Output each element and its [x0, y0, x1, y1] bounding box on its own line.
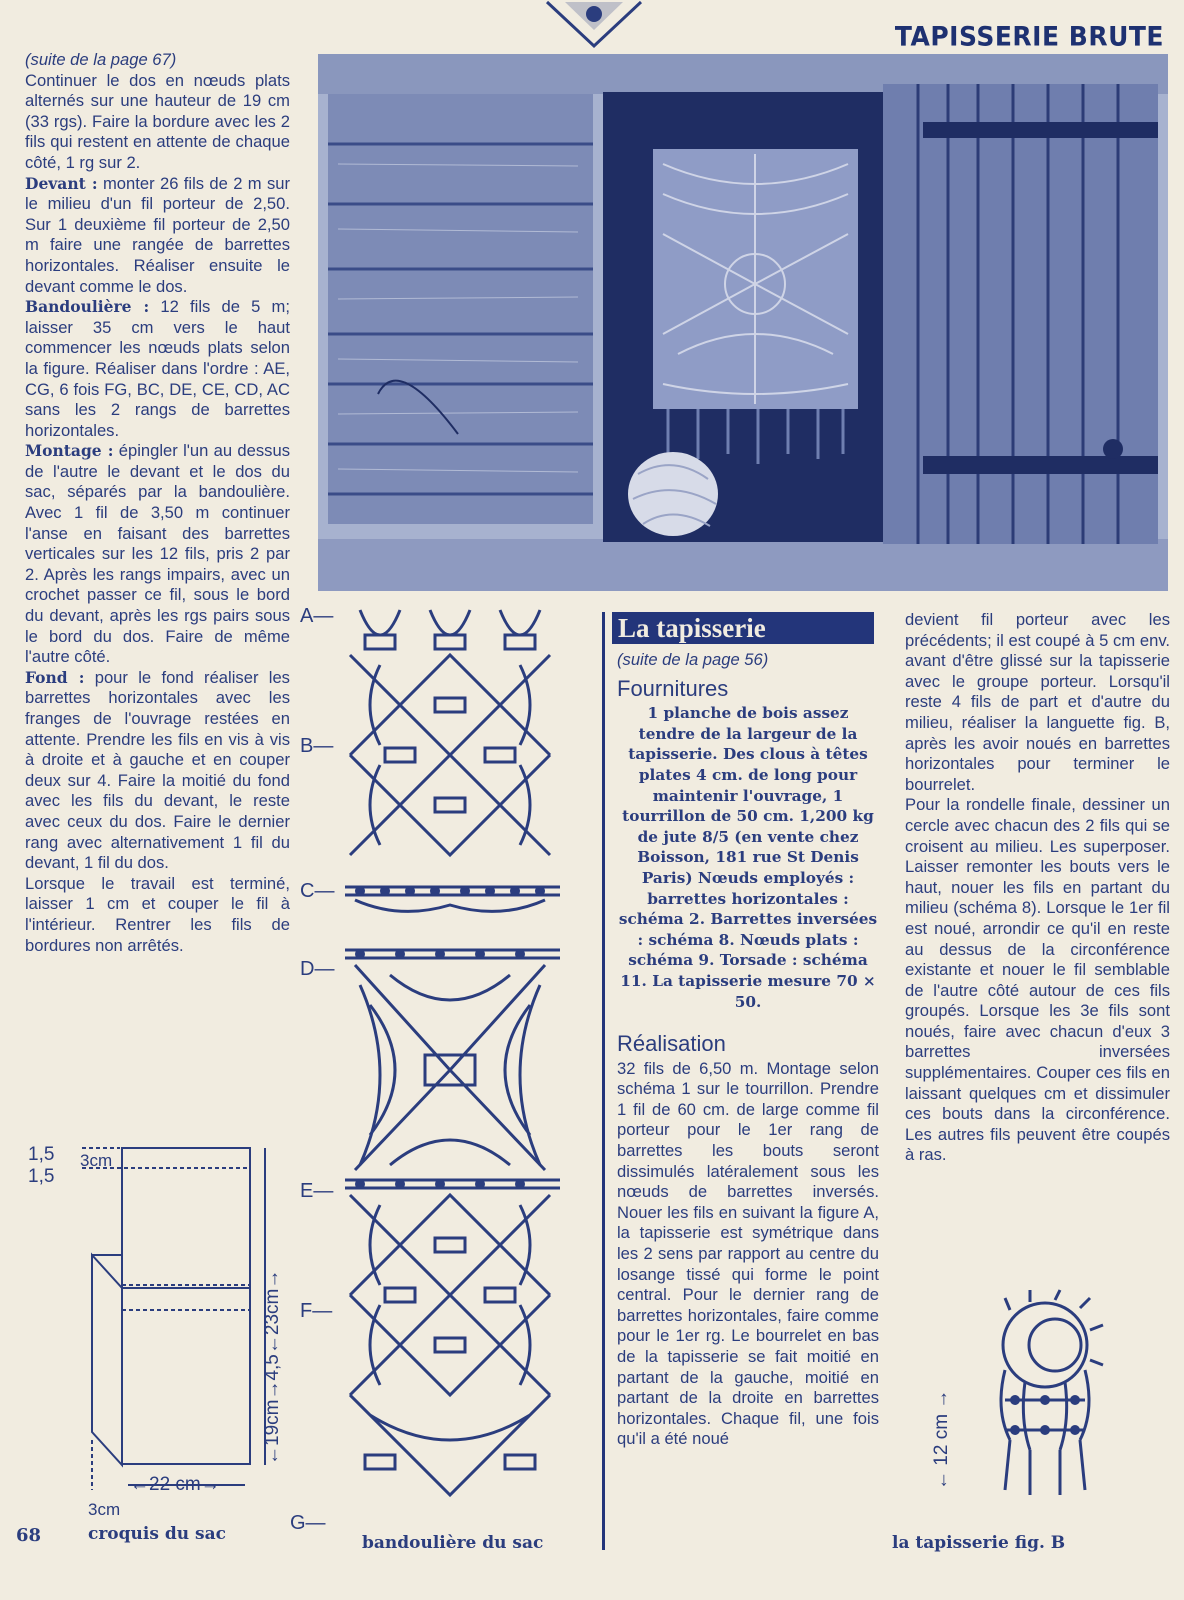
montage-keyword: Montage :	[25, 441, 114, 461]
section-rule	[602, 612, 605, 1550]
strap-marker-e: E—	[300, 1180, 334, 1202]
bandouliere-text: 12 fils de 5 m; laisser 35 cm vers le haut commencer les nœuds plats selon la figure. Réaliser dans l'ordre : AE, CG, 6 fois FG, BC, DE, CE, CD, AC sans les 2 rangs de barrettes horizontales.	[25, 297, 290, 440]
left-paragraph-final: Lorsque le travail est terminé, laisser 1 cm et couper le fil à l'intérieur. Rentrer les fils de bordures non arrêtés.	[25, 873, 290, 955]
left-column	[25, 50, 290, 956]
section-continuation: (suite de la page 56)	[617, 650, 769, 669]
strap-marker-a: A—	[300, 605, 334, 627]
strap-marker-c: C—	[300, 880, 335, 902]
devant-keyword: Devant :	[25, 173, 98, 193]
header-ornament	[545, 0, 643, 50]
right-paragraph-2: Pour la rondelle finale, dessiner un cercle avec chacun des 2 fils qui se croisent au milieu. Les superposer. Laisser remonter les bouts vers le haut, nouer les fils en partant du milieu (schéma 8). Lorsque le 1er fil est noué, arrondir ce qu'il en reste au dessus de la circonférence existante et nouer le fil semblable de l'autre côté autour de ces fils groupés. Lorsque les 3e fils sont noués, faire avec chacun d'eux 3 barrettes inversées supplémentaires. Couper ces fils en laissant quelques cm et dissimuler ces bouts dans la circonférence. Les autres fils peuvent être coupés à ras.	[905, 795, 1170, 1165]
strap-marker-d: D—	[300, 958, 335, 980]
sketch-label-depth: 3cm	[88, 1500, 121, 1519]
sketch-label-b: 3cm	[80, 1151, 113, 1170]
section-title: La tapisserie	[612, 612, 874, 644]
twine-ball	[628, 452, 718, 536]
page-header: TAPISSERIE BRUTE	[894, 21, 1164, 52]
right-column	[905, 610, 1170, 1166]
fig-b-caption: la tapisserie fig. B	[892, 1533, 1066, 1553]
fig-b-diagram	[931, 1290, 1135, 1520]
right-paragraph-1: devient fil porteur avec les précédents; il est coupé à 5 cm env. avant d'être glissé sur la tapisserie avec le groupe porteur. Lorsqu'il reste 4 fils de part et d'autre du milieu, réaliser la languette fig. B, après les avoir noués en barrettes horizontales pour terminer le bourrelet.	[905, 610, 1170, 794]
left-shutter	[328, 94, 593, 524]
sketch-label-width: ←22 cm→	[130, 1474, 220, 1495]
devant-text: monter 26 fils de 2 m sur le milieu d'un fil porteur de 2,50. Sur 1 deuxième fil porteur de 2,50 m faire une rangée de barrettes horizontales. Réaliser ensuite le devant comme le dos.	[25, 173, 290, 296]
fournitures-heading: Fournitures	[617, 675, 729, 701]
tapestry-photo	[318, 54, 1168, 591]
montage-text: épingler l'un au dessus de l'autre le devant et le dos du sac, séparés par la bandoulière. Avec 1 fil de 3,50 m continuer l'anse en faisant des barrettes verticales sur les 12 fils, pris 2 par 2. Après les rangs impairs, avec un crochet passer ce fil, sous le bord du devant, après les rgs pairs sous le bord du dos. Faire de même l'autre côté.	[25, 441, 290, 667]
sketch-label-height: ←19cm→4,5←23cm→	[262, 1269, 283, 1465]
section-body	[617, 650, 879, 1450]
bag-sketch-diagram	[20, 1140, 290, 1525]
bandouliere-keyword: Bandoulière :	[25, 297, 150, 317]
fond-keyword: Fond :	[25, 667, 85, 687]
strap-marker-b: B—	[300, 735, 334, 757]
left-paragraph-montage	[25, 441, 290, 668]
left-paragraph-fond	[25, 668, 290, 874]
realisation-text: 32 fils de 6,50 m. Montage selon schéma 1 sur le tourrillon. Prendre 1 fil de 60 cm. de large comme fil porteur pour le 1er rang de barrettes les bouts seront dissimulés latéralement sous les nœuds de barrettes inversés. Nouer les fils en suivant la figure A, la tapisserie est symétrique dans les 2 sens par rapport au centre du losange tissé qui forme le point central. Pour le dernier rang de barrettes horizontales, faire comme pour le 1er rg. Le bourrelet en bas de la tapisserie se fait moitié en partant de la gauche, moitié en partant de la droite en barrettes horizontales. Chaque fil, une fois qu'il a été noué	[617, 1058, 879, 1449]
left-paragraph-bandouliere	[25, 297, 290, 441]
left-paragraph-devant	[25, 174, 290, 298]
sketch-label-a: 1,5	[28, 1144, 55, 1165]
right-shutter	[883, 84, 1158, 544]
fournitures-text: 1 planche de bois assez tendre de la largeur de la tapisserie. Des clous à têtes plates 4 cm. de long pour maintenir l'ouvrage, 1 tourrillon de 50 cm. 1,200 kg de jute 8/5 (en vente chez Boisson, 181 rue St Denis Paris) Nœuds employés : barrettes horizontales : schéma 2. Barrettes inversées : schéma 8. Nœuds plats : schéma 9. Torsade : schéma 11. La tapisserie mesure 70 × 50.	[618, 704, 878, 1011]
strap-knot-diagram	[340, 605, 570, 1525]
left-paragraph-dos: Continuer le dos en nœuds plats alternés sur une hauteur de 19 cm (33 rgs). Faire la bordure avec les 2 fils qui restent en attente de chaque côté, 1 rg sur 2.	[25, 70, 290, 172]
sketch-label-c: 1,5	[28, 1166, 55, 1187]
realisation-heading: Réalisation	[617, 1031, 726, 1057]
strap-marker-f: F—	[300, 1300, 333, 1322]
strap-marker-g: G—	[290, 1512, 326, 1534]
sketch-caption: croquis du sac	[88, 1524, 226, 1544]
fig-b-label: ← 12 cm →	[931, 1389, 952, 1490]
page-number: 68	[16, 1525, 42, 1546]
fond-text: pour le fond réaliser les barrettes horizontales avec les franges de l'ouvrage restées en attente. Prendre les fils en vis à vis à droite et à gauche et en couper deux sur 4. Faire la moitié du fond avec les fils du devant, le reste avec ceux du dos. Faire le dernier rang avec alternativement 1 fil du devant, 1 fil du dos.	[25, 667, 290, 873]
strap-caption: bandoulière du sac	[362, 1533, 544, 1553]
left-continuation: (suite de la page 67)	[25, 50, 177, 69]
